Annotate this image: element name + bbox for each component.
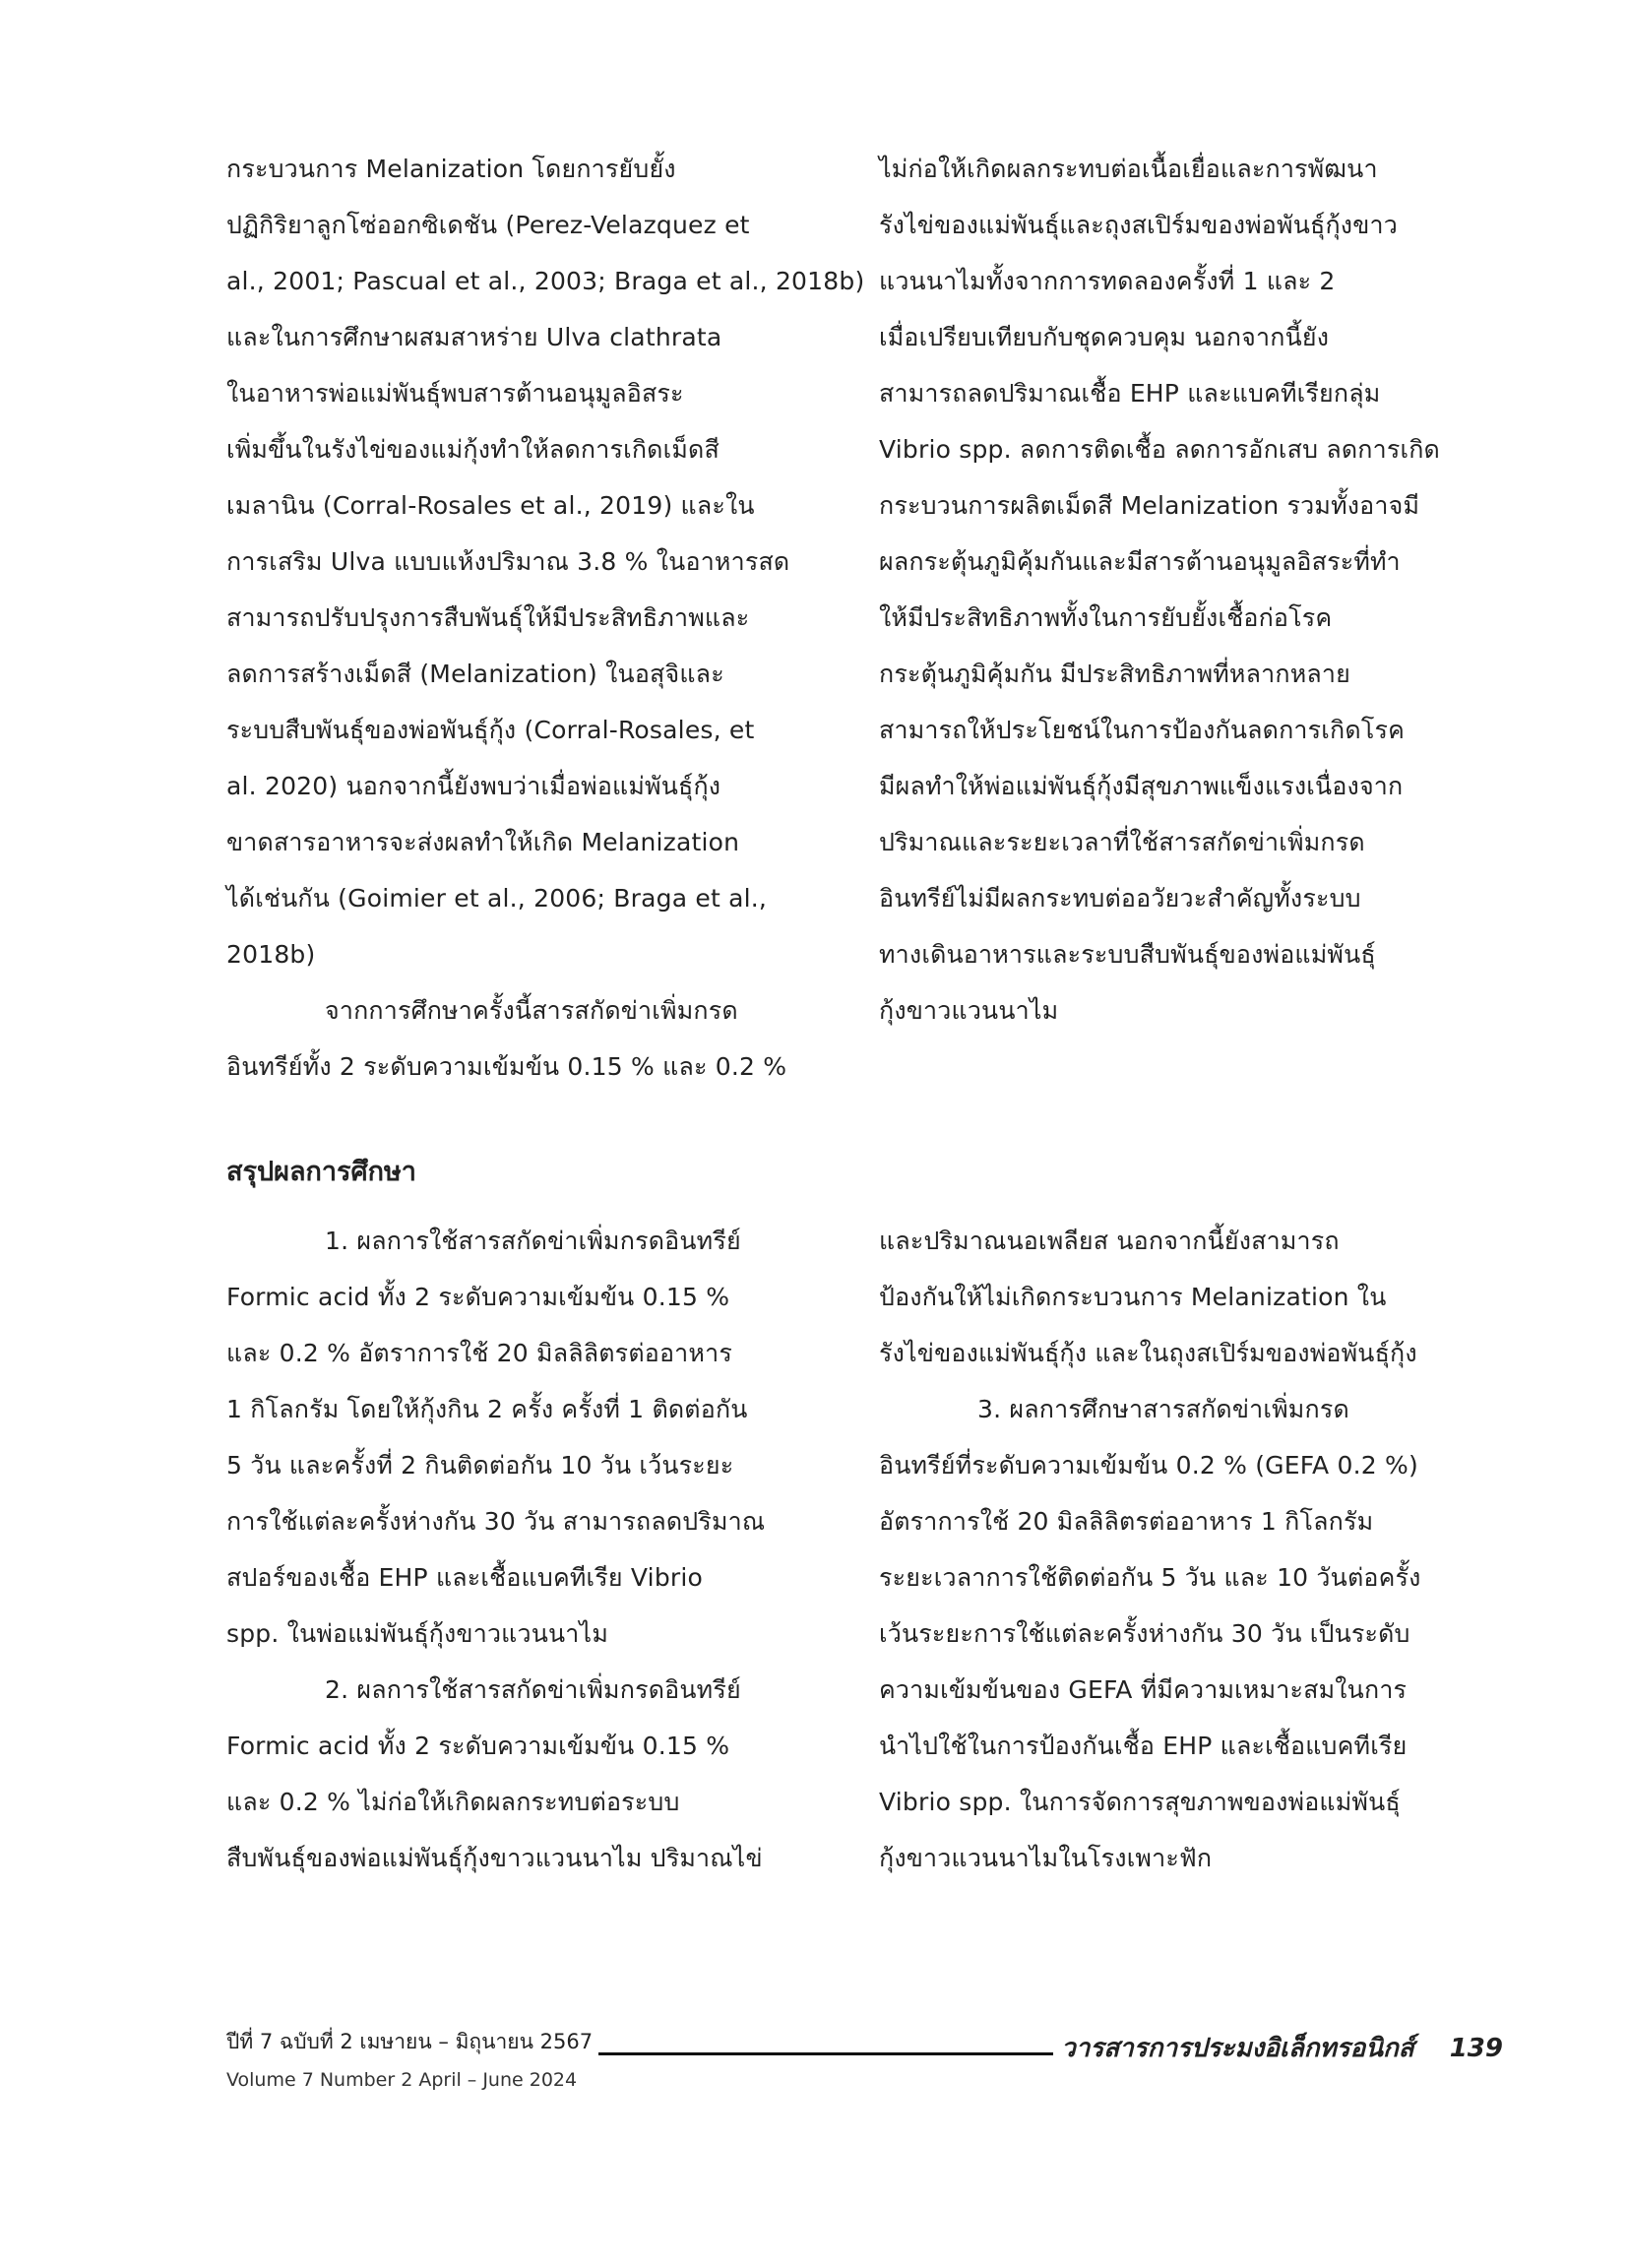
text-line: กระบวนการ Melanization โดยการยับยั้ง: [226, 155, 676, 183]
text-line: ลดการสร้างเม็ดสี (Melanization) ในอสุจิและ: [226, 660, 724, 688]
paragraph-start-line: จากการศึกษาครั้งนี้สารสกัดข่าเพิ่มกรด: [325, 996, 738, 1025]
text-line: ความเข้มข้นของ GEFA ที่มีความเหมาะสมในการ: [879, 1675, 1408, 1704]
page-number: 139: [1449, 2034, 1503, 2063]
journal-title-and-page: [1053, 2028, 1503, 2068]
paragraph-start-line: 1. ผลการใช้สารสกัดข่าเพิ่มกรดอินทรีย์: [325, 1227, 741, 1255]
issue-thai: ปีที่ 7 ฉบับที่ 2 เมษายน – มิถุนายน 2567: [226, 2026, 598, 2058]
text-line: อินทรีย์ที่ระดับความเข้มข้น 0.2 % (GEFA 0.2 %): [879, 1451, 1418, 1480]
journal-name: วารสารการประมงอิเล็กทรอนิกส์: [1061, 2034, 1414, 2063]
text-line: ทางเดินอาหารและระบบสืบพันธุ์ของพ่อแม่พันธุ์: [879, 940, 1376, 969]
text-line: สปอร์ของเชื้อ EHP และเชื้อแบคทีเรีย Vibrio: [226, 1563, 704, 1592]
text-line: 5 วัน และครั้งที่ 2 กินติดต่อกัน 10 วัน เว้นระยะ: [226, 1451, 734, 1480]
text-line: ให้มีประสิทธิภาพทั้งในการยับยั้งเชื้อก่อโรค: [879, 603, 1333, 632]
text-line: ผลกระตุ้นภูมิคุ้มกันและมีสารต้านอนุมูลอิสระที่ทำ: [879, 547, 1401, 576]
text-line: รังไข่ของแม่พันธุ์กุ้ง และในถุงสเปิร์มของพ่อพันธุ์กุ้ง: [879, 1339, 1417, 1367]
text-line: มีผลทำให้พ่อแม่พันธุ์กุ้งมีสุขภาพแข็งแรงเนื่องจาก: [879, 772, 1404, 800]
text-line: กระตุ้นภูมิคุ้มกัน มีประสิทธิภาพที่หลากหลาย: [879, 660, 1350, 688]
text-line: เว้นระยะการใช้แต่ละครั้งห่างกัน 30 วัน เป็นระดับ: [879, 1619, 1410, 1648]
text-line: ในอาหารพ่อแม่พันธุ์พบสารต้านอนุมูลอิสระ: [226, 379, 684, 408]
text-line: 1 กิโลกรัม โดยให้กุ้งกิน 2 ครั้ง ครั้งที่ 1 ติดต่อกัน: [226, 1395, 748, 1423]
text-line: Vibrio spp. ลดการติดเชื้อ ลดการอักเสบ ลดการเกิด: [879, 435, 1440, 464]
text-line: อัตราการใช้ 20 มิลลิลิตรต่ออาหาร 1 กิโลกรัม: [879, 1507, 1374, 1536]
text-line: และ 0.2 % ไม่ก่อให้เกิดผลกระทบต่อระบบ: [226, 1788, 680, 1816]
text-line: นำไปใช้ในการป้องกันเชื้อ EHP และเชื้อแบคทีเรีย: [879, 1732, 1408, 1760]
text-line: ได้เช่นกัน (Goimier et al., 2006; Braga et al.,: [226, 884, 768, 913]
text-line: อินทรีย์ทั้ง 2 ระดับความเข้มข้น 0.15 % และ 0.2 %: [226, 1052, 787, 1081]
text-line: การใช้แต่ละครั้งห่างกัน 30 วัน สามารถลดปริมาณ: [226, 1507, 766, 1536]
text-line: spp. ในพ่อแม่พันธุ์กุ้งขาวแวนนาไม: [226, 1619, 609, 1648]
section-heading: สรุปผลการศึกษา: [226, 1157, 416, 1187]
text-line: al., 2001; Pascual et al., 2003; Braga et al., 2018b): [226, 267, 865, 295]
text-line: ระบบสืบพันธุ์ของพ่อพันธุ์กุ้ง (Corral-Rosales, et: [226, 716, 755, 744]
text-line: การเสริม Ulva แบบแห้งปริมาณ 3.8 % ในอาหารสด: [226, 547, 790, 576]
text-line: เมลานิน (Corral-Rosales et al., 2019) และใน: [226, 491, 755, 520]
text-line: สืบพันธุ์ของพ่อแม่พันธุ์กุ้งขาวแวนนาไม ปริมาณไข่: [226, 1844, 763, 1872]
text-line: เมื่อเปรียบเทียบกับชุดควบคุม นอกจากนี้ยัง: [879, 323, 1330, 351]
text-line: ปฏิกิริยาลูกโซ่ออกซิเดชัน (Perez-Velazquez et: [226, 211, 750, 239]
text-line: ไม่ก่อให้เกิดผลกระทบต่อเนื้อเยื่อและการพัฒนา: [879, 155, 1378, 183]
text-line: สามารถปรับปรุงการสืบพันธุ์ให้มีประสิทธิภาพและ: [226, 603, 750, 632]
lower-left-column: [226, 1213, 789, 1886]
paragraph-start-line: 2. ผลการใช้สารสกัดข่าเพิ่มกรดอินทรีย์: [325, 1675, 741, 1704]
text-line: และปริมาณนอเพลียส นอกจากนี้ยังสามารถ: [879, 1227, 1340, 1255]
paragraph-start-line: 3. ผลการศึกษาสารสกัดข่าเพิ่มกรด: [977, 1395, 1349, 1423]
text-line: และในการศึกษาผสมสาหร่าย Ulva clathrata: [226, 323, 722, 351]
text-line: Formic acid ทั้ง 2 ระดับความเข้มข้น 0.15 %: [226, 1732, 730, 1760]
text-line: กระบวนการผลิตเม็ดสี Melanization รวมทั้งอาจมี: [879, 491, 1420, 520]
text-line: สามารถลดปริมาณเชื้อ EHP และแบคทีเรียกลุ่ม: [879, 379, 1381, 408]
text-line: ระยะเวลาการใช้ติดต่อกัน 5 วัน และ 10 วันต่อครั้ง: [879, 1563, 1421, 1592]
lower-right-column: [879, 1213, 1442, 1886]
text-line: รังไข่ของแม่พันธุ์และถุงสเปิร์มของพ่อพันธุ์กุ้งขาว: [879, 211, 1398, 239]
text-line: Vibrio spp. ในการจัดการสุขภาพของพ่อแม่พันธุ์: [879, 1788, 1401, 1816]
text-line: กุ้งขาวแวนนาไม: [879, 996, 1059, 1025]
text-line: แวนนาไมทั้งจากการทดลองครั้งที่ 1 และ 2: [879, 267, 1336, 295]
text-line: สามารถให้ประโยชน์ในการป้องกันลดการเกิดโรค: [879, 716, 1405, 744]
text-line: ป้องกันให้ไม่เกิดกระบวนการ Melanization ใน: [879, 1283, 1387, 1311]
text-line: ขาดสารอาหารจะส่งผลทำให้เกิด Melanization: [226, 828, 740, 856]
text-line: ปริมาณและระยะเวลาที่ใช้สารสกัดข่าเพิ่มกรด: [879, 828, 1365, 856]
text-line: al. 2020) นอกจากนี้ยังพบว่าเมื่อพ่อแม่พันธุ์กุ้ง: [226, 772, 721, 800]
upper-right-column: [879, 141, 1442, 1039]
text-line: 2018b): [226, 940, 316, 969]
text-line: และ 0.2 % อัตราการใช้ 20 มิลลิลิตรต่ออาหาร: [226, 1339, 732, 1367]
upper-left-column: [226, 141, 865, 1095]
text-line: Formic acid ทั้ง 2 ระดับความเข้มข้น 0.15 %: [226, 1283, 730, 1311]
text-line: เพิ่มขึ้นในรังไข่ของแม่กุ้งทำให้ลดการเกิดเม็ดสี: [226, 435, 720, 464]
text-line: อินทรีย์ไม่มีผลกระทบต่ออวัยวะสำคัญทั้งระบบ: [879, 884, 1361, 913]
issue-english: Volume 7 Number 2 April – June 2024: [226, 2069, 578, 2091]
text-line: กุ้งขาวแวนนาไมในโรงเพาะฟัก: [879, 1844, 1213, 1872]
